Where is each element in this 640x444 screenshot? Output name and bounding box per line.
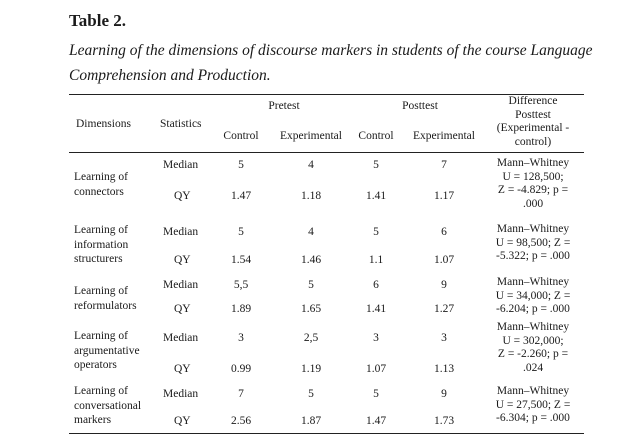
stat-label: QY <box>174 254 191 266</box>
stat-label: QY <box>174 303 191 315</box>
table-cell: 7 <box>441 159 447 171</box>
table-cell: 5 <box>308 388 314 400</box>
difference-line: Mann–Whitney <box>496 157 570 169</box>
table-cell: 1.07 <box>433 254 455 266</box>
table-cell: 1.87 <box>300 415 322 427</box>
table-cell: 1.13 <box>433 363 455 375</box>
table-cell: 9 <box>441 388 447 400</box>
dimension-line: argumentative <box>74 344 140 357</box>
table-cell: 1.46 <box>300 254 322 266</box>
table-cell: 1.41 <box>365 190 387 202</box>
table-cell: 5 <box>373 226 379 238</box>
table-caption: Learning of the dimensions of discourse markers in students of the course Language Comprehension and Production. <box>69 42 593 84</box>
table-cell: 2.56 <box>230 415 252 427</box>
table-cell: 9 <box>441 279 447 291</box>
difference-line: U = 98,500; Z = <box>495 236 571 249</box>
table-cell: 1.27 <box>433 303 455 315</box>
table-cell: 1.65 <box>300 303 322 315</box>
table-cell: 1.1 <box>368 254 384 266</box>
difference-line: -6.204; p = .000 <box>496 303 570 315</box>
difference-line: U = 27,500; Z = <box>495 398 571 411</box>
header-dimensions: Dimensions <box>76 118 131 130</box>
difference-line: Z = -4.829; p = <box>497 184 569 196</box>
stat-label: Median <box>163 159 199 171</box>
header-rule <box>69 152 584 153</box>
header-difference-line: control) <box>514 135 552 148</box>
table-label: Table 2. <box>69 11 127 30</box>
header-statistics: Statistics <box>160 118 202 130</box>
table-cell: 2,5 <box>303 332 319 344</box>
dimension-line: operators <box>74 359 117 371</box>
table-cell: 5 <box>373 388 379 400</box>
stat-label: QY <box>174 363 191 375</box>
table-cell: 7 <box>238 388 244 400</box>
difference-line: Mann–Whitney <box>496 385 570 397</box>
stat-label: QY <box>174 415 191 427</box>
header-posttest: Posttest <box>402 100 438 112</box>
difference-line: -5.322; p = .000 <box>496 250 570 262</box>
difference-line: U = 302,000; <box>502 334 564 347</box>
header-pretest-control: Control <box>223 130 259 142</box>
table-cell: 4 <box>308 159 314 171</box>
header-difference-line: Difference <box>508 95 558 107</box>
difference-line: .024 <box>522 361 544 374</box>
dimension-line: information <box>74 238 129 251</box>
difference-line: Mann–Whitney <box>496 223 570 235</box>
header-difference <box>487 95 579 149</box>
table-cell: 1.17 <box>433 190 455 202</box>
stat-label: QY <box>174 190 191 202</box>
table-cell: 1.19 <box>300 363 322 375</box>
table-cell: 6 <box>441 226 447 238</box>
difference-line: Mann–Whitney <box>496 321 570 333</box>
dimension-line: Learning of <box>74 285 128 297</box>
difference-line: -6.304; p = .000 <box>496 412 570 424</box>
table-cell: 5,5 <box>233 279 249 291</box>
dimension-line: Learning of <box>74 385 128 397</box>
table-cell: 5 <box>238 226 244 238</box>
table-cell: 5 <box>308 279 314 291</box>
dimension-line: structurers <box>74 253 123 265</box>
difference-cell <box>487 276 579 317</box>
difference-cell <box>487 223 579 264</box>
difference-cell <box>487 321 579 375</box>
dimension-line: markers <box>74 414 112 426</box>
row-dimension-information-structurers <box>74 223 128 267</box>
table-cell: 3 <box>373 332 379 344</box>
dimension-line: Learning of <box>74 224 128 236</box>
row-dimension-argumentative-operators <box>74 329 140 373</box>
table-cell: 5 <box>373 159 379 171</box>
difference-line: Mann–Whitney <box>496 276 570 288</box>
table-cell: 1.07 <box>365 363 387 375</box>
dimension-line: connectors <box>74 185 124 198</box>
difference-line: Z = -2.260; p = <box>497 348 569 360</box>
difference-line: U = 128,500; <box>502 170 564 183</box>
table-cell: 3 <box>441 332 447 344</box>
table-cell: 1.89 <box>230 303 252 315</box>
stat-label: Median <box>163 279 199 291</box>
dimension-line: Learning of <box>74 330 128 342</box>
difference-line: U = 34,000; Z = <box>495 289 571 302</box>
header-difference-line: (Experimental - <box>496 122 570 134</box>
header-posttest-control: Control <box>358 130 394 142</box>
table-cell: 1.18 <box>300 190 322 202</box>
header-pretest-experimental: Experimental <box>280 130 342 142</box>
table-cell: 5 <box>238 159 244 171</box>
table-cell: 1.47 <box>230 190 252 202</box>
header-posttest-experimental: Experimental <box>413 130 475 142</box>
header-pretest: Pretest <box>268 100 300 112</box>
header-difference-line: Posttest <box>515 108 551 121</box>
row-dimension-reformulators <box>74 284 137 313</box>
difference-line: .000 <box>522 197 544 210</box>
difference-cell <box>487 385 579 426</box>
table-cell: 3 <box>238 332 244 344</box>
table-cell: 6 <box>373 279 379 291</box>
row-dimension-connectors <box>74 170 128 199</box>
stat-label: Median <box>163 226 199 238</box>
bottom-rule <box>69 433 584 434</box>
dimension-line: conversational <box>74 399 142 412</box>
stat-label: Median <box>163 388 199 400</box>
table-cell: 1.47 <box>365 415 387 427</box>
table-cell: 4 <box>308 226 314 238</box>
dimension-line: Learning of <box>74 171 128 183</box>
stat-label: Median <box>163 332 199 344</box>
table-cell: 1.54 <box>230 254 252 266</box>
difference-cell <box>487 157 579 211</box>
table-cell: 0.99 <box>230 363 252 375</box>
row-dimension-conversational-markers <box>74 384 141 428</box>
table-cell: 1.73 <box>433 415 455 427</box>
dimension-line: reformulators <box>74 299 137 312</box>
table-cell: 1.41 <box>365 303 387 315</box>
